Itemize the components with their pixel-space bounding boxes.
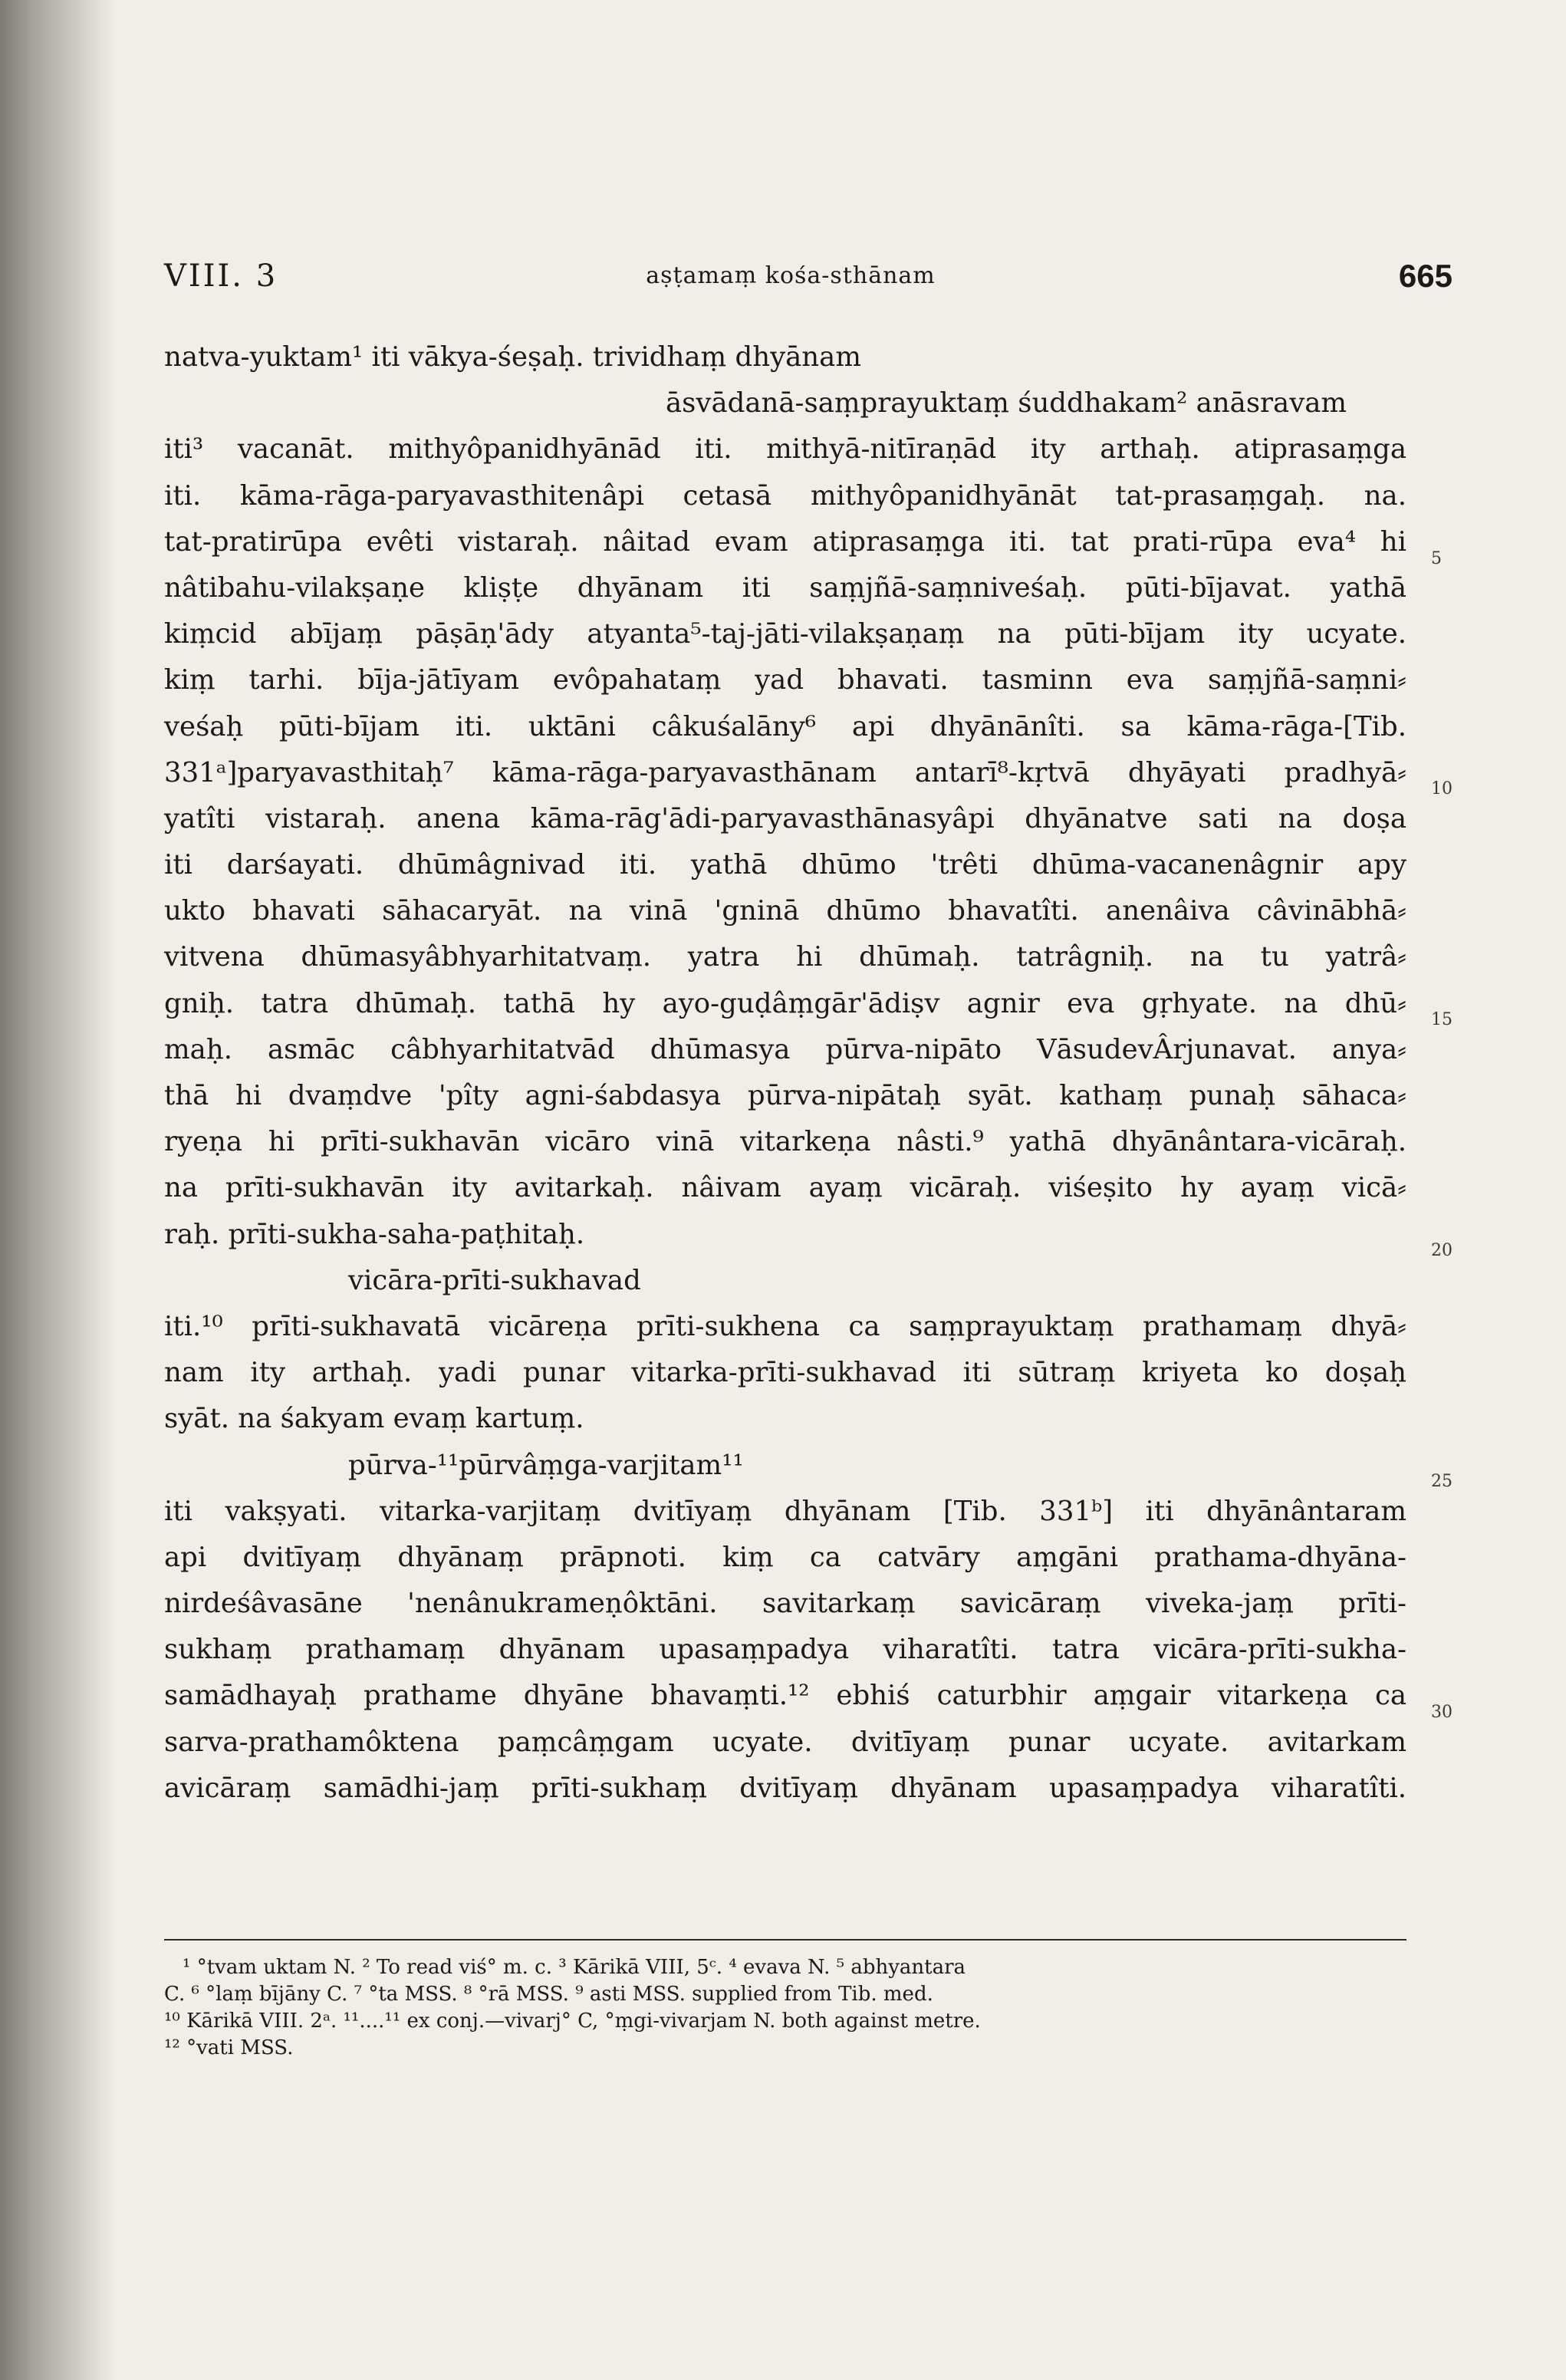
text-line: nam ity arthaḥ. yadi punar vitarka-prīti-sukhavad iti sūtraṃ kriyeta ko doṣaḥ — [164, 1357, 1406, 1389]
verse-line: vicāra-prīti-sukhavad — [348, 1264, 641, 1296]
text-line: thā hi dvaṃdve 'pîty agni-śabdasya pūrva-nipātaḥ syāt. kathaṃ punaḥ sāhaca⸗ — [164, 1080, 1406, 1111]
footnote-line: ¹ °tvam uktam N. ² To read viś° m. c. ³ Kārikā VIII, 5ᶜ. ⁴ evava N. ⁵ abhyantara — [183, 1956, 966, 1979]
margin-line-number: 15 — [1431, 1010, 1452, 1029]
text-line: natva-yuktam¹ iti vākya-śeṣaḥ. trividhaṃ dhyānam — [164, 341, 861, 373]
text-line: nâtibahu-vilakṣaṇe kliṣṭe dhyānam iti saṃjñā-saṃniveśaḥ. pūti-bījavat. yathā — [164, 571, 1406, 604]
text-line: iti³ vacanāt. mithyôpanidhyānād iti. mithyā-nitīraṇād ity arthaḥ. atiprasaṃga — [164, 433, 1406, 466]
margin-line-number: 20 — [1431, 1241, 1452, 1260]
margin-line-number: 25 — [1431, 1472, 1452, 1491]
margin-line-number: 30 — [1431, 1703, 1452, 1722]
text-line: raḥ. prīti-sukha-saha-paṭhitaḥ. — [164, 1218, 585, 1250]
footnote-rule — [164, 1939, 1406, 1941]
text-line: na prīti-sukhavān ity avitarkaḥ. nâivam ayaṃ vicāraḥ. viśeṣito hy ayaṃ vicā⸗ — [164, 1172, 1406, 1204]
text-line: iti.¹⁰ prīti-sukhavatā vicāreṇa prīti-sukhena ca saṃprayuktaṃ prathamaṃ dhyā⸗ — [164, 1310, 1406, 1342]
text-line: iti darśayati. dhūmâgnivad iti. yathā dhūmo 'trêti dhūma-vacanenâgnir apy — [164, 849, 1406, 881]
text-line: 331ᵃ]paryavasthitaḥ⁷ kāma-rāga-paryavasthānam antarī⁸-kṛtvā dhyāyati pradhyā⸗ — [164, 756, 1406, 788]
text-line: ukto bhavati sāhacaryāt. na vinā 'gninā dhūmo bhavatîti. anenâiva câvinābhā⸗ — [164, 895, 1406, 927]
text-line: avicāraṃ samādhi-jaṃ prīti-sukhaṃ dvitīyaṃ dhyānam upasaṃpadya viharatîti. — [164, 1772, 1406, 1804]
text-line: tat-pratirūpa evêti vistaraḥ. nâitad evam atiprasaṃga iti. tat prati-rūpa eva⁴ hi — [164, 525, 1406, 558]
chapter-reference: VIII. 3 — [164, 258, 278, 294]
text-line: sukhaṃ prathamaṃ dhyānam upasaṃpadya viharatîti. tatra vicāra-prīti-sukha- — [164, 1634, 1406, 1666]
text-line: veśaḥ pūti-bījam iti. uktāni câkuśalāny⁶ api dhyānānîti. sa kāma-rāga-[Tib. — [164, 710, 1406, 742]
text-line: api dvitīyaṃ dhyānaṃ prāpnoti. kiṃ ca catvāry aṃgāni prathama-dhyāna- — [164, 1541, 1406, 1573]
verse-line: āsvādanā-saṃprayuktaṃ śuddhakam² anāsravam — [666, 387, 1347, 420]
text-line: kiṃ tarhi. bīja-jātīyam evôpahataṃ yad bhavati. tasminn eva saṃjñā-saṃni⸗ — [164, 664, 1406, 696]
text-line: vitvena dhūmasyâbhyarhitatvaṃ. yatra hi dhūmaḥ. tatrâgniḥ. na tu yatrâ⸗ — [164, 941, 1406, 973]
text-line: maḥ. asmāc câbhyarhitatvād dhūmasya pūrva-nipāto VāsudevÂrjunavat. anya⸗ — [164, 1033, 1406, 1065]
margin-line-number: 10 — [1431, 779, 1452, 798]
page-number: 665 — [1398, 258, 1452, 294]
text-line: ryeṇa hi prīti-sukhavān vicāro vinā vitarkeṇa nâsti.⁹ yathā dhyānântara-vicāraḥ. — [164, 1126, 1406, 1158]
text-line: gniḥ. tatra dhūmaḥ. tathā hy ayo-guḍâṃgār'ādiṣv agnir eva gṛhyate. na dhū⸗ — [164, 987, 1406, 1019]
main-text — [164, 334, 1406, 1812]
text-line: syāt. na śakyam evaṃ kartuṃ. — [164, 1403, 584, 1435]
footnote-line: ¹² °vati MSS. — [164, 2036, 294, 2059]
margin-line-number: 5 — [1431, 549, 1442, 568]
text-line: yatîti vistaraḥ. anena kāma-rāg'ādi-paryavasthānasyâpi dhyānatve sati na doṣa — [164, 802, 1406, 834]
running-title: aṣṭamaṃ kośa-sthānam — [646, 262, 936, 289]
text-line: nirdeśâvasāne 'nenânukrameṇôktāni. savitarkaṃ savicāraṃ viveka-jaṃ prīti- — [164, 1588, 1406, 1620]
verse-line: pūrva-¹¹pūrvâṃga-varjitam¹¹ — [348, 1449, 744, 1481]
footnote-line: ¹⁰ Kārikā VIII. 2ᵃ. ¹¹....¹¹ ex conj.—vivarj° C, °ṃgi-vivarjam N. both against metre. — [164, 2010, 981, 2033]
text-line: sarva-prathamôktena paṃcâṃgam ucyate. dvitīyaṃ punar ucyate. avitarkam — [164, 1726, 1406, 1758]
text-line: samādhayaḥ prathame dhyāne bhavaṃti.¹² ebhiś caturbhir aṃgair vitarkeṇa ca — [164, 1680, 1406, 1712]
text-line: kiṃcid abījaṃ pāṣāṇ'ādy atyanta⁵-taj-jāti-vilakṣaṇaṃ na pūti-bījam ity ucyate. — [164, 618, 1406, 650]
footnotes — [164, 1954, 1406, 2062]
text-line: iti. kāma-rāga-paryavasthitenâpi cetasā mithyôpanidhyānāt tat-prasaṃgaḥ. na. — [164, 479, 1406, 512]
footnote-line: C. ⁶ °laṃ bījāny C. ⁷ °ta MSS. ⁸ °rā MSS. ⁹ asti MSS. supplied from Tib. med. — [164, 1983, 933, 2006]
text-line: iti vakṣyati. vitarka-varjitaṃ dvitīyaṃ dhyānam [Tib. 331ᵇ] iti dhyānântaram — [164, 1495, 1406, 1527]
